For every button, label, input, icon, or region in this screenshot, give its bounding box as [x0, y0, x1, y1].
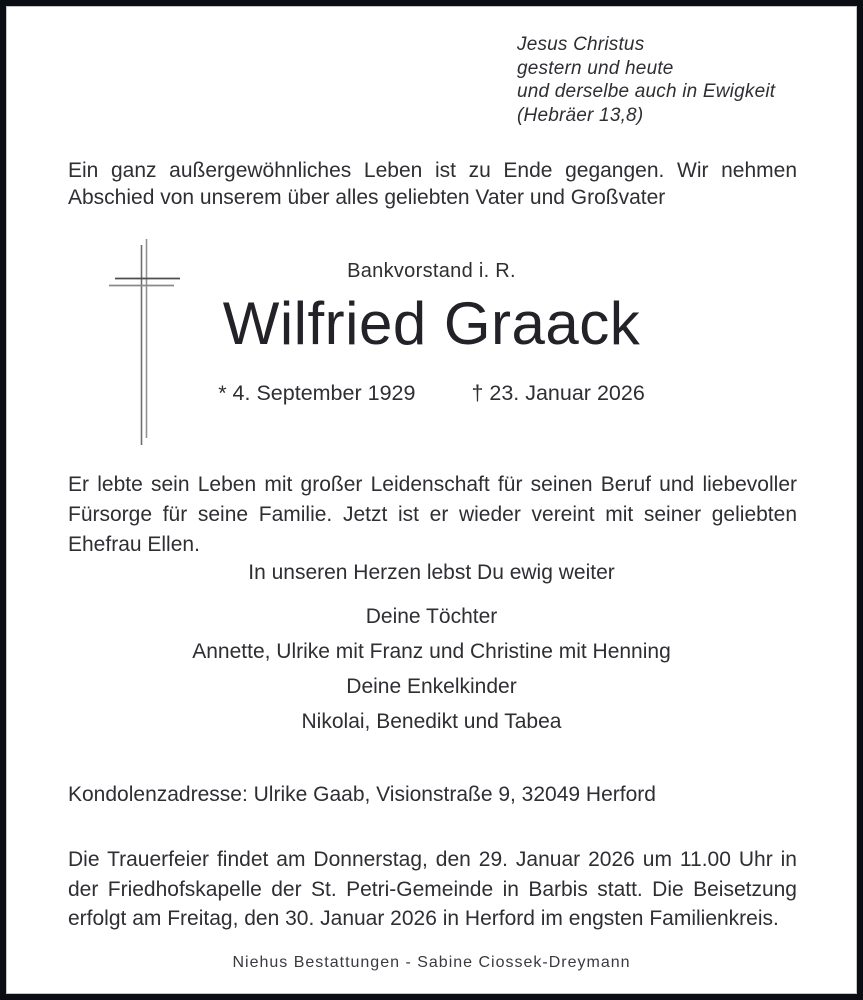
memorial-line: In unseren Herzen lebst Du ewig weiter [248, 561, 615, 584]
birth-date: * 4. September 1929 [218, 381, 416, 405]
mourners-list [0, 599, 863, 739]
funeral-home-credit: Niehus Bestattungen - Sabine Ciossek-Dreymann [232, 954, 631, 971]
life-dates [0, 381, 863, 406]
funeral-details: Die Trauerfeier findet am Donnerstag, den 29. Januar 2026 um 11.00 Uhr in der Friedhofskapelle der St. Petri-Gemeinde in Barbis statt. Die Beisetzung erfolgt am Freitag, den 30. Januar 2026 in Herford im engsten Familienkreis. [68, 848, 797, 930]
scripture-quote [517, 33, 775, 127]
deceased-name: Wilfried Graack [222, 290, 641, 357]
scripture-line: Jesus Christus [517, 34, 645, 55]
death-date: † 23. Januar 2026 [471, 381, 645, 405]
intro-text: Ein ganz außergewöhnliches Leben ist zu Ende gegangen. Wir nehmen Abschied von unserem über alles geliebten Vater und Großvater [68, 159, 797, 209]
profession-title: Bankvorstand i. R. [347, 260, 516, 282]
condolence-address: Kondolenzadresse: Ulrike Gaab, Visionstraße 9, 32049 Herford [68, 783, 656, 806]
scripture-line: und derselbe auch in Ewigkeit [517, 81, 776, 102]
mourner-line: Nikolai, Benedikt und Tabea [301, 710, 562, 733]
tribute-text: Er lebte sein Leben mit großer Leidenschaft für seinen Beruf und liebevoller Fürsorge für seine Familie. Jetzt ist er wieder vereint mit seiner geliebten Ehefrau Ellen. [68, 473, 797, 556]
mourner-line: Deine Töchter [365, 605, 498, 628]
scripture-line: gestern und heute [517, 57, 674, 79]
mourner-line: Deine Enkelkinder [346, 675, 517, 698]
scripture-reference: (Hebräer 13,8) [517, 104, 644, 126]
mourner-line: Annette, Ulrike mit Franz und Christine mit Henning [192, 640, 671, 663]
